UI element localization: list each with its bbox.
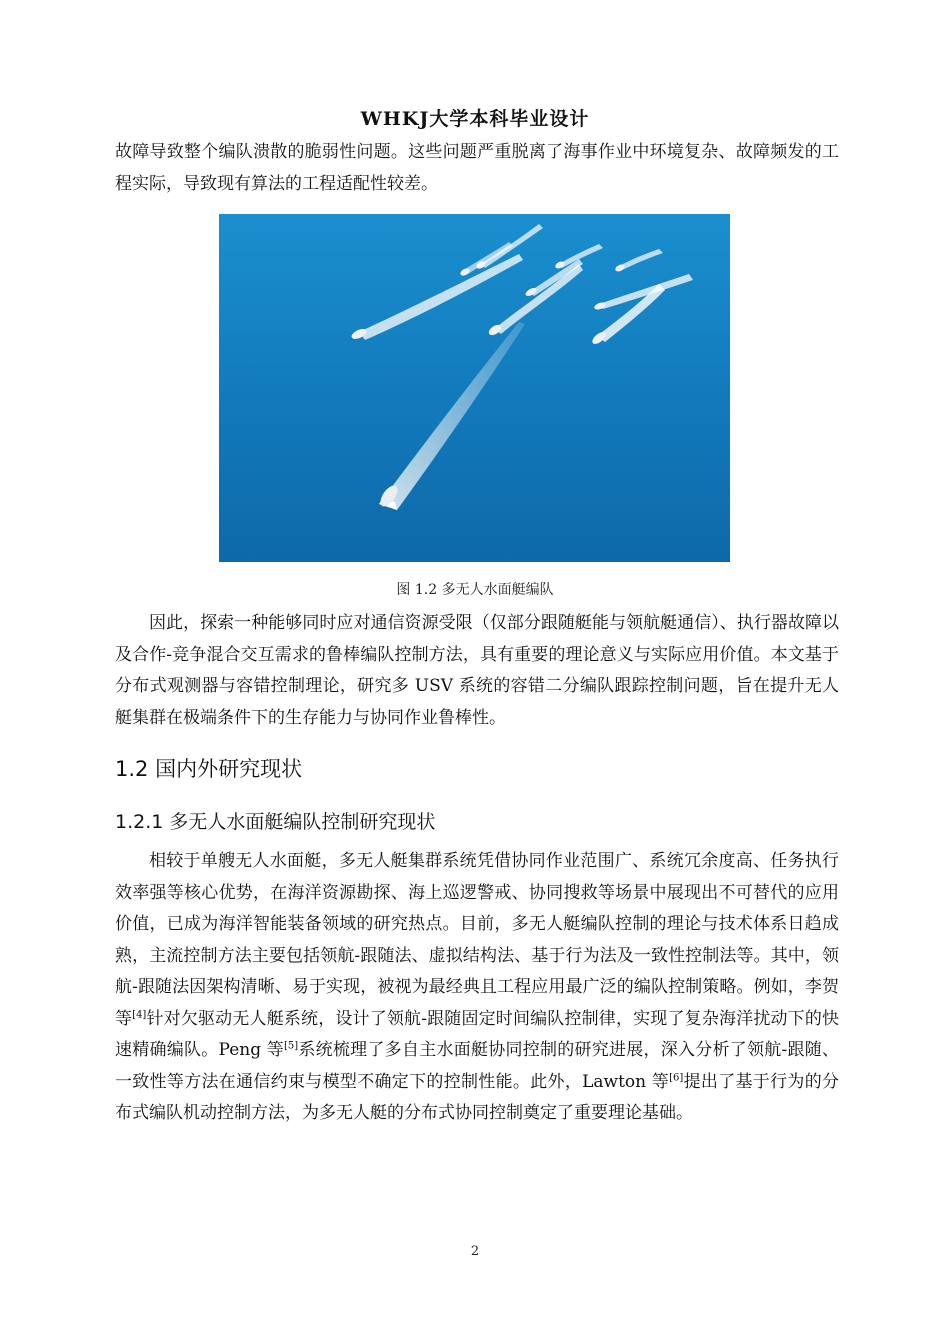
usv-formation-photo [219, 214, 730, 562]
paragraph-text-part: 提出了基于行为的分布式编队机动控制方法，为多无人艇的分布式协同控制奠定了重要理论基础。 [115, 1071, 840, 1123]
subsection-heading-1-2-1: 1.2.1 多无人水面艇编队控制研究现状 [115, 811, 436, 833]
section-heading-1-2: 1.2 国内外研究现状 [115, 757, 303, 781]
paragraph-motivation: 因此，探索一种能够同时应对通信资源受限（仅部分跟随艇能与领航艇通信）、执行器故障以及合作-竞争混合交互需求的鲁棒编队控制方法，具有重要的理论意义与实际应用价值。本文基于分布式观测器与容错控制理论，研究多 USV 系统的容错二分编队跟踪控制问题，旨在提升无人艇集群在极端条件下的生存能力与协同作业鲁棒性。 [115, 613, 839, 728]
figure-caption: 图 1.2 多无人水面艇编队 [396, 582, 554, 598]
paragraph-text-part: 相较于单艘无人水面艇，多无人艇集群系统凭借协同作业范围广、系统冗余度高、任务执行效率强等核心优势，在海洋资源勘探、海上巡逻警戒、协同搜救等场景中展现出不可替代的应用价值，已成为海洋智能装备领域的研究热点。目前，多无人艇编队控制的理论与技术体系日趋成熟，主流控制方法主要包括领航-跟随法、虚拟结构法、基于行为法及一致性控制法等。其中，领航-跟随法因架构清晰、易于实现，被视为最经典且工程应用最广泛的编队控制策略。例如，李贺等 [115, 851, 839, 1029]
citation-ref: [6] [669, 1071, 684, 1083]
paragraph-text-part: 系统梳理了多自主水面艇协同控制的研究进展，深入分析了领航-跟随、一致性等方法在通信约束与模型不确定下的控制性能。此外，Lawton 等 [115, 1040, 839, 1092]
citation-ref: [5] [284, 1040, 299, 1052]
page-header: WHKJ大学本科毕业设计 [360, 108, 590, 130]
figure-usv-formation [219, 214, 730, 562]
paragraph-research-status [115, 846, 839, 1130]
paragraph-continuation: 故障导致整个编队溃散的脆弱性问题。这些问题严重脱离了海事作业中环境复杂、故障频发的工程实际，导致现有算法的工程适配性较差。 [115, 142, 839, 194]
page-number: 2 [470, 1244, 480, 1259]
paragraph-text-part: 针对欠驱动无人艇系统，设计了领航-跟随固定时间编队控制律，实现了复杂海洋扰动下的快速精确编队。Peng 等 [115, 1008, 839, 1060]
citation-ref: [4] [132, 1008, 147, 1020]
